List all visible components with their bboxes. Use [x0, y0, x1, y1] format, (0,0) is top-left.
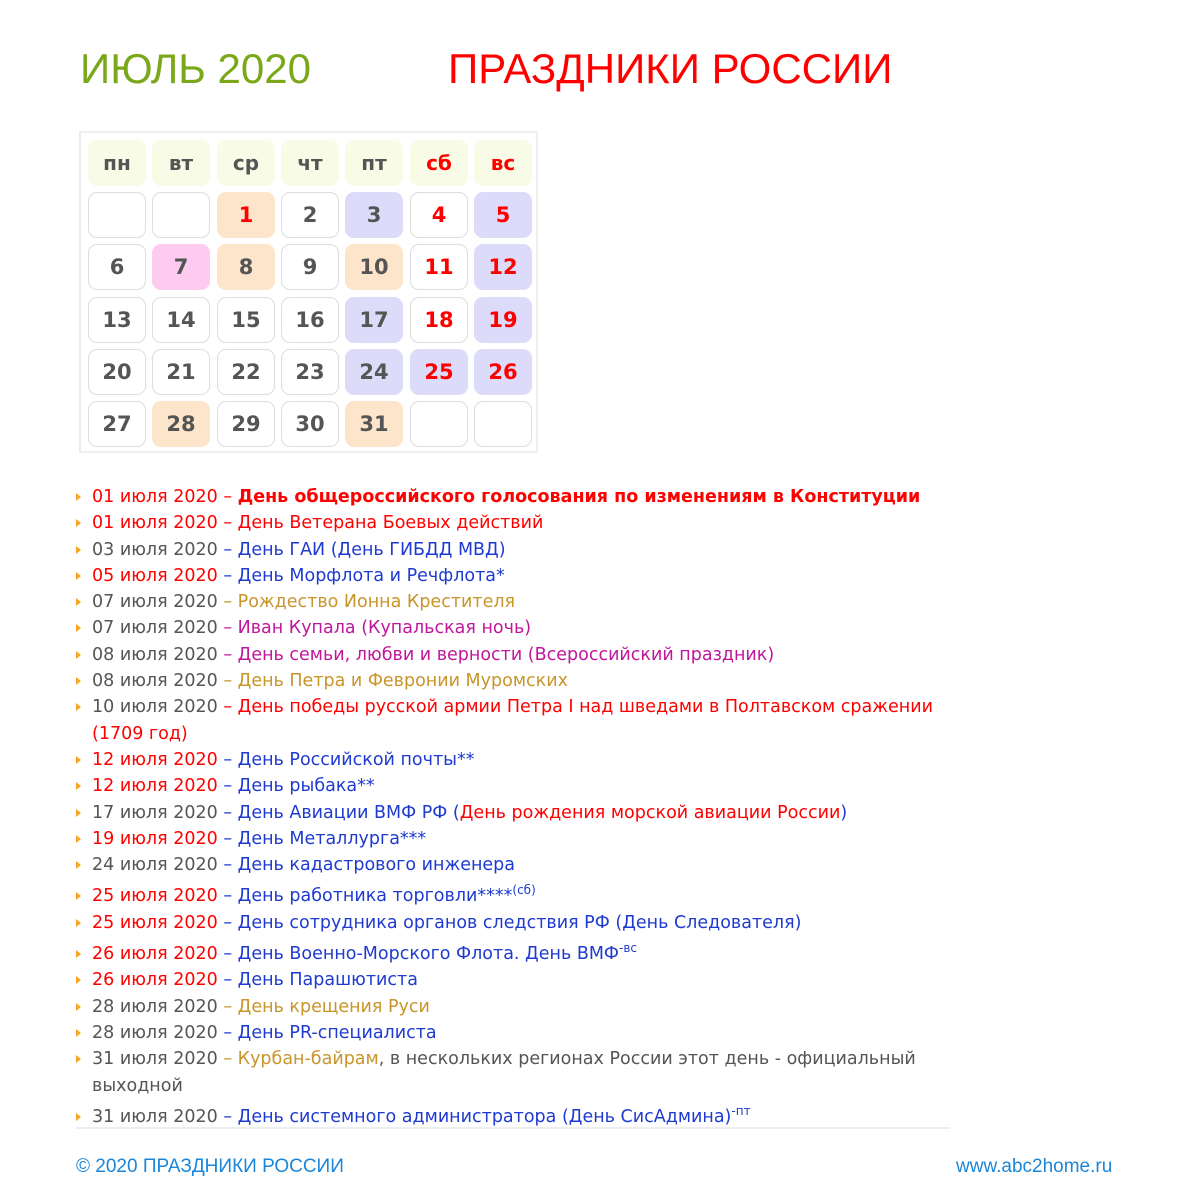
holiday-date: 08 июля 2020 — [92, 671, 218, 692]
holiday-separator: – — [217, 513, 238, 534]
holiday-item — [76, 537, 956, 563]
holiday-date: 26 июля 2020 — [92, 970, 218, 991]
holiday-separator: – — [217, 592, 238, 613]
day-cell: 4 — [410, 192, 468, 238]
holiday-separator: – — [217, 1106, 238, 1127]
day-cell-empty — [152, 192, 210, 238]
holiday-item — [76, 883, 956, 909]
day-cell: 26 — [474, 349, 532, 395]
holiday-title: День ГАИ (День ГИБДД МВД) — [237, 539, 506, 560]
holiday-date: 08 июля 2020 — [92, 644, 218, 665]
holiday-item — [76, 994, 956, 1020]
bullet-icon — [76, 703, 81, 711]
weekday-tue: вт — [152, 140, 210, 186]
holiday-separator: – — [217, 944, 238, 965]
holiday-separator: – — [217, 565, 238, 586]
bullet-icon — [76, 493, 81, 501]
day-cell: 27 — [88, 401, 146, 447]
holiday-item — [76, 800, 956, 826]
holiday-item — [76, 747, 956, 773]
holiday-title: День Ветерана Боевых действий — [237, 513, 544, 534]
holiday-date: 28 июля 2020 — [92, 996, 218, 1017]
holiday-item — [76, 826, 956, 852]
bullet-icon — [76, 892, 81, 900]
bullet-icon — [76, 598, 81, 606]
holiday-separator: – — [217, 828, 238, 849]
holiday-title: День Авиации ВМФ РФ ( — [237, 802, 460, 823]
holiday-separator: – — [217, 886, 238, 907]
month-title: ИЮЛЬ 2020 — [80, 45, 311, 92]
holiday-date: 19 июля 2020 — [92, 828, 218, 849]
holiday-separator: – — [217, 912, 238, 933]
holiday-title: Иван Купала (Купальская ночь) — [237, 618, 532, 639]
holiday-list — [76, 484, 956, 1130]
holiday-title: День победы русской армии Петра I над шведами в Полтавском сражении (1709 год) — [92, 697, 933, 744]
holiday-separator: – — [217, 802, 238, 823]
holiday-separator: – — [217, 970, 238, 991]
day-cell: 6 — [88, 244, 146, 290]
bullet-icon — [76, 1055, 81, 1063]
bullet-icon — [76, 919, 81, 927]
holiday-date: 25 июля 2020 — [92, 886, 218, 907]
holiday-separator: – — [217, 487, 238, 507]
day-cell: 30 — [281, 401, 339, 447]
holiday-title: День Металлурга*** — [237, 828, 427, 849]
day-cell: 10 — [345, 244, 403, 290]
calendar-grid — [79, 131, 538, 453]
holiday-item — [76, 1020, 956, 1046]
holiday-item — [76, 967, 956, 993]
day-cell: 25 — [410, 349, 468, 395]
bullet-icon — [76, 1113, 81, 1121]
holiday-title: День крещения Руси — [237, 996, 430, 1017]
holiday-title: День Парашютиста — [237, 970, 418, 991]
holiday-item — [76, 589, 956, 615]
holiday-item — [76, 694, 956, 747]
bullet-icon — [76, 782, 81, 790]
holiday-item — [76, 668, 956, 694]
holiday-date: 12 июля 2020 — [92, 776, 218, 797]
holiday-item — [76, 615, 956, 641]
day-cell: 21 — [152, 349, 210, 395]
bullet-icon — [76, 546, 81, 554]
day-cell: 5 — [474, 192, 532, 238]
holiday-title: День семьи, любви и верности (Всероссийский праздник) — [237, 644, 775, 665]
holiday-separator: – — [217, 1049, 238, 1070]
day-cell: 23 — [281, 349, 339, 395]
day-cell: 31 — [345, 401, 403, 447]
holiday-sup: (сб) — [512, 883, 536, 898]
day-cell: 16 — [281, 297, 339, 343]
holiday-item — [76, 852, 956, 878]
footer-copyright: © 2020 ПРАЗДНИКИ РОССИИ — [76, 1156, 344, 1177]
holiday-date: 05 июля 2020 — [92, 565, 218, 586]
bullet-icon — [76, 677, 81, 685]
holiday-sup: -вс — [618, 941, 637, 956]
bullet-icon — [76, 809, 81, 817]
holiday-title: День рыбака** — [237, 776, 375, 797]
holiday-title: День системного администратора (День СисАдмина) — [237, 1106, 732, 1127]
holiday-separator: – — [217, 1022, 238, 1043]
holiday-separator: – — [217, 697, 238, 718]
day-cell: 1 — [217, 192, 275, 238]
holiday-separator: – — [217, 776, 238, 797]
bullet-icon — [76, 861, 81, 869]
holiday-close: ) — [840, 802, 848, 823]
day-cell: 24 — [345, 349, 403, 395]
day-cell: 9 — [281, 244, 339, 290]
holiday-separator: – — [217, 539, 238, 560]
footer-divider — [76, 1127, 950, 1129]
day-cell-empty — [474, 401, 532, 447]
holiday-separator: – — [217, 749, 238, 770]
holiday-title: День сотрудника органов следствия РФ (День Следователя) — [237, 912, 802, 933]
holiday-date: 03 июля 2020 — [92, 539, 218, 560]
weekday-sun: вс — [474, 140, 532, 186]
day-cell: 29 — [217, 401, 275, 447]
holiday-item — [76, 510, 956, 536]
footer-site-link[interactable]: www.abc2home.ru — [956, 1156, 1113, 1177]
holiday-title: День Военно-Морского Флота. День ВМФ — [237, 944, 619, 965]
holiday-item — [76, 642, 956, 668]
holiday-date: 07 июля 2020 — [92, 618, 218, 639]
holiday-date: 25 июля 2020 — [92, 912, 218, 933]
day-cell: 20 — [88, 349, 146, 395]
holiday-item — [76, 484, 956, 510]
bullet-icon — [76, 651, 81, 659]
weekday-wed: ср — [217, 140, 275, 186]
bullet-icon — [76, 756, 81, 764]
holiday-date: 10 июля 2020 — [92, 697, 218, 718]
holiday-date: 01 июля 2020 — [92, 487, 218, 507]
day-cell: 22 — [217, 349, 275, 395]
day-cell: 13 — [88, 297, 146, 343]
holiday-title: День кадастрового инженера — [237, 855, 516, 876]
day-cell: 12 — [474, 244, 532, 290]
weekday-fri: пт — [345, 140, 403, 186]
holiday-title: День PR-специалиста — [237, 1022, 437, 1043]
day-cell-empty — [410, 401, 468, 447]
bullet-icon — [76, 519, 81, 527]
bullet-icon — [76, 1003, 81, 1011]
holiday-date: 07 июля 2020 — [92, 592, 218, 613]
holiday-item — [76, 910, 956, 936]
holiday-extra: , в нескольких регионах России этот день - официальный выходной — [92, 1049, 916, 1096]
day-cell: 8 — [217, 244, 275, 290]
holiday-item — [76, 1046, 956, 1099]
weekday-sat: сб — [410, 140, 468, 186]
day-cell-empty — [88, 192, 146, 238]
weekday-thu: чт — [281, 140, 339, 186]
day-cell: 2 — [281, 192, 339, 238]
holiday-date: 26 июля 2020 — [92, 944, 218, 965]
holiday-separator: – — [217, 996, 238, 1017]
bullet-icon — [76, 624, 81, 632]
holiday-title: День работника торговли**** — [237, 886, 513, 907]
holiday-title: Курбан-байрам — [237, 1049, 379, 1070]
day-cell: 7 — [152, 244, 210, 290]
bullet-icon — [76, 976, 81, 984]
holiday-date: 24 июля 2020 — [92, 855, 218, 876]
page-title: ПРАЗДНИКИ РОССИИ — [448, 45, 893, 92]
holiday-item — [76, 773, 956, 799]
holiday-sup: -пт — [731, 1104, 751, 1118]
holiday-extra: День рождения морской авиации России — [459, 802, 841, 823]
holiday-item — [76, 941, 956, 967]
bullet-icon — [76, 572, 81, 580]
bullet-icon — [76, 950, 81, 958]
holiday-date: 01 июля 2020 — [92, 513, 218, 534]
holiday-separator: – — [217, 644, 238, 665]
bullet-icon — [76, 835, 81, 843]
bullet-icon — [76, 1029, 81, 1037]
day-cell: 19 — [474, 297, 532, 343]
holiday-date: 12 июля 2020 — [92, 749, 218, 770]
holiday-separator: – — [217, 855, 238, 876]
holiday-separator: – — [217, 671, 238, 692]
holiday-date: 31 июля 2020 — [92, 1106, 218, 1127]
day-cell: 3 — [345, 192, 403, 238]
holiday-date: 28 июля 2020 — [92, 1022, 218, 1043]
day-cell: 28 — [152, 401, 210, 447]
holiday-date: 17 июля 2020 — [92, 802, 218, 823]
day-cell: 18 — [410, 297, 468, 343]
day-cell: 17 — [345, 297, 403, 343]
holiday-separator: – — [217, 618, 238, 639]
holiday-title: Рождество Ионна Крестителя — [237, 592, 516, 613]
holiday-title: День общероссийского голосования по изменениям в Конституции — [237, 487, 921, 507]
day-cell: 14 — [152, 297, 210, 343]
day-cell: 15 — [217, 297, 275, 343]
holiday-title: День Российской почты** — [237, 749, 475, 770]
day-cell: 11 — [410, 244, 468, 290]
holiday-date: 31 июля 2020 — [92, 1049, 218, 1070]
weekday-mon: пн — [88, 140, 146, 186]
holiday-title: День Морфлота и Речфлота* — [237, 565, 505, 586]
holiday-item — [76, 563, 956, 589]
holiday-title: День Петра и Февронии Муромских — [237, 671, 568, 692]
